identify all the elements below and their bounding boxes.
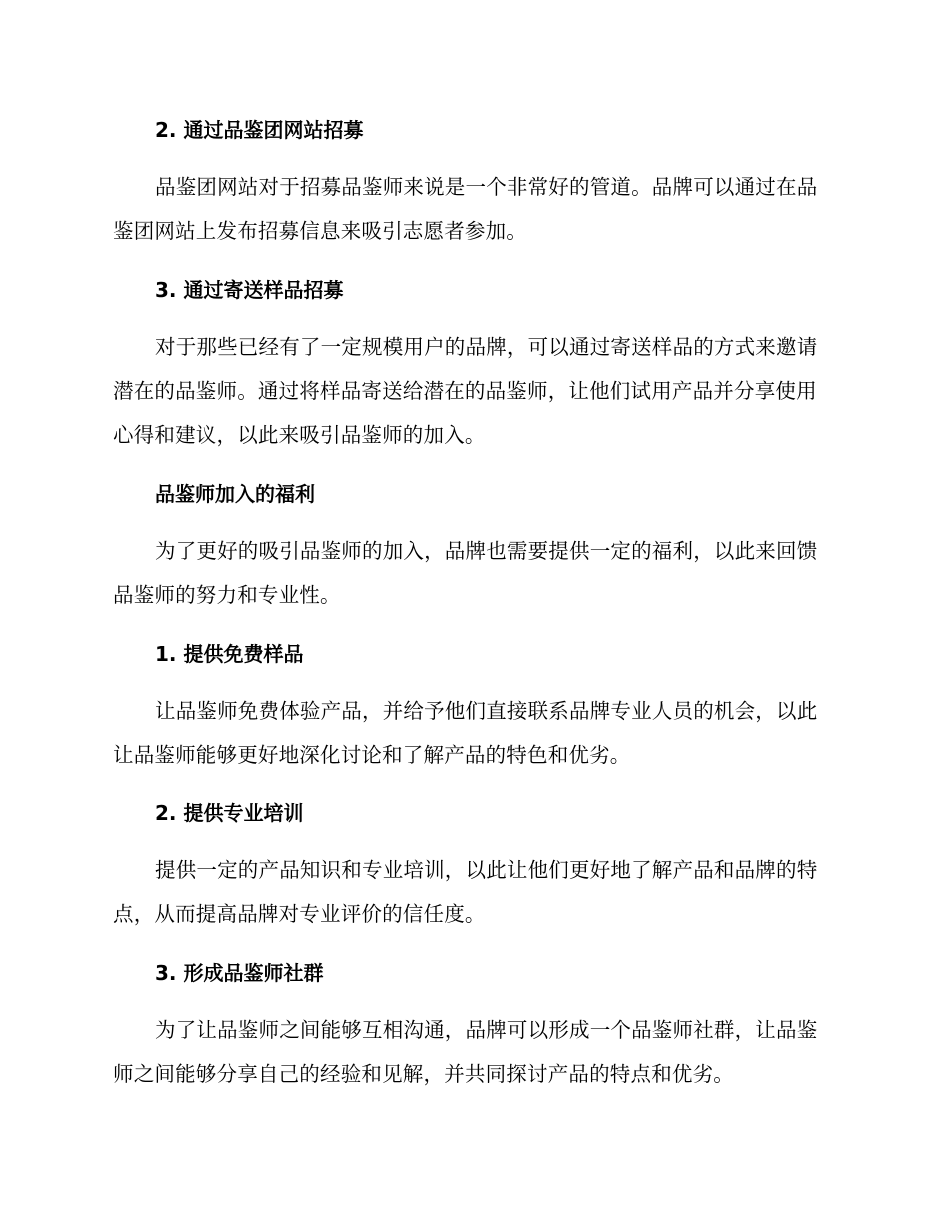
section-heading-community: 3. 形成品鉴师社群	[155, 961, 324, 985]
section-heading-training: 2. 提供专业培训	[155, 801, 304, 825]
paragraph-website-recruit: 品鉴团网站对于招募品鉴师来说是一个非常好的管道。品牌可以通过在品鉴团网站上发布招募信息来吸引志愿者参加。	[113, 175, 818, 243]
paragraph-community: 为了让品鉴师之间能够互相沟通，品牌可以形成一个品鉴师社群，让品鉴师之间能够分享自己的经验和见解，并共同探讨产品的特点和优劣。	[113, 1018, 818, 1086]
section-heading-benefits: 品鉴师加入的福利	[155, 482, 315, 506]
paragraph-sample-recruit: 对于那些已经有了一定规模用户的品牌，可以通过寄送样品的方式来邀请潜在的品鉴师。通过将样品寄送给潜在的品鉴师，让他们试用产品并分享使用心得和建议，以此来吸引品鉴师的加入。	[113, 335, 818, 447]
section-heading-free-samples: 1. 提供免费样品	[155, 642, 304, 666]
section-heading-sample-recruit: 3. 通过寄送样品招募	[155, 278, 344, 302]
paragraph-training: 提供一定的产品知识和专业培训，以此让他们更好地了解产品和品牌的特点，从而提高品牌对专业评价的信任度。	[113, 858, 818, 926]
section-heading-website-recruit: 2. 通过品鉴团网站招募	[155, 118, 364, 142]
paragraph-benefits: 为了更好的吸引品鉴师的加入，品牌也需要提供一定的福利，以此来回馈品鉴师的努力和专业性。	[113, 539, 818, 607]
paragraph-free-samples: 让品鉴师免费体验产品，并给予他们直接联系品牌专业人员的机会，以此让品鉴师能够更好地深化讨论和了解产品的特色和优劣。	[113, 699, 818, 767]
